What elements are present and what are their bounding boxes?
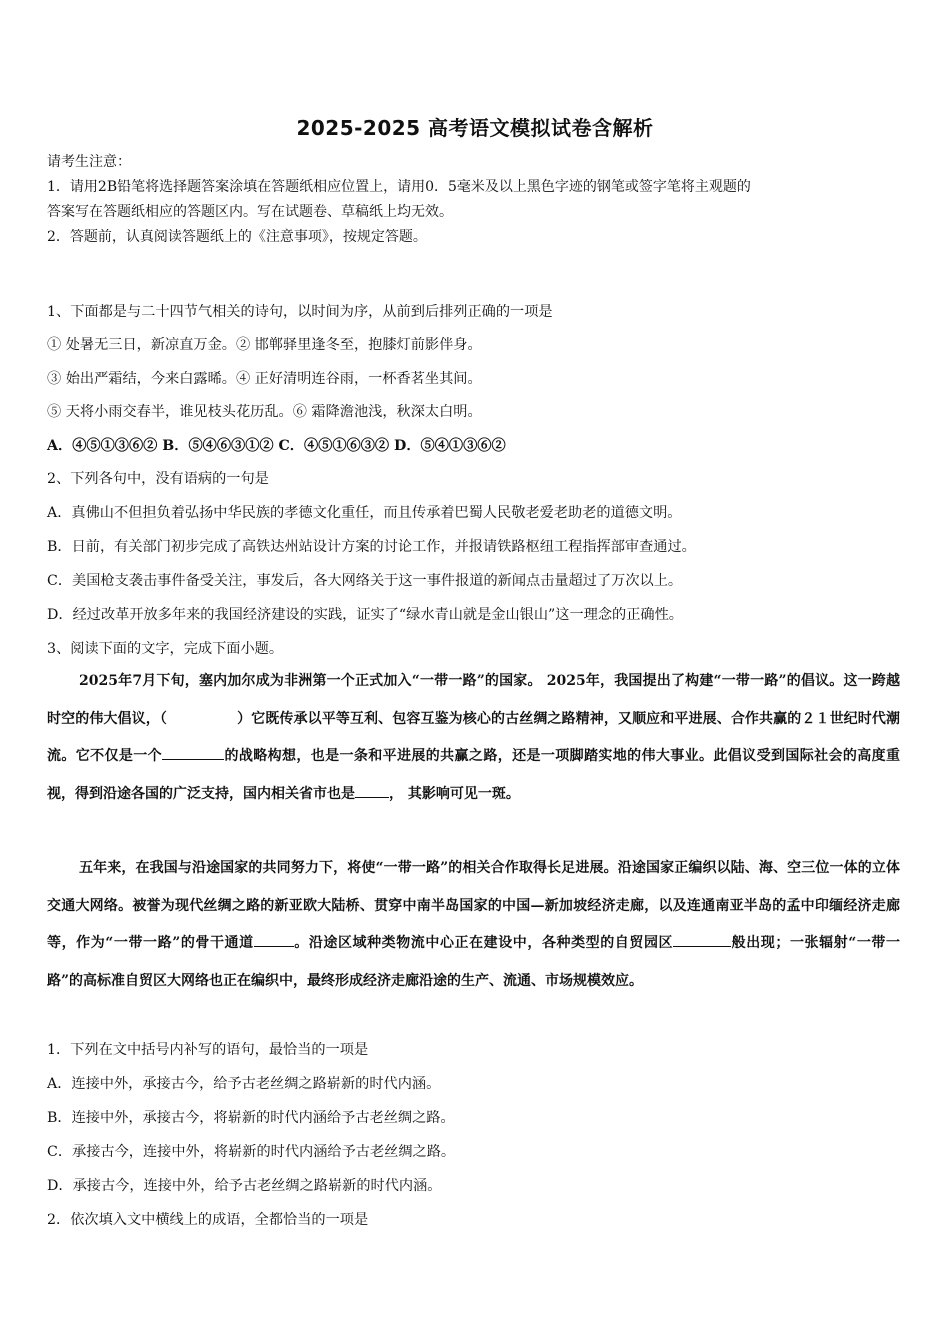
q2-option-b: B．日前，有关部门初步完成了高铁达州站设计方案的讨论工作，并报请铁路枢纽工程指挥部审查通过。 [47, 539, 696, 555]
page-title: 2025-2025 高考语文模拟试卷含解析 [296, 116, 654, 140]
q2-option-a: A．真佛山不但担负着弘扬中华民族的孝德文化重任，而且传承着巴蜀人民敬老爱老助老的道德文明。 [47, 505, 682, 521]
fill-blank [162, 745, 224, 760]
fill-blank [355, 783, 389, 798]
fill-blank [673, 932, 731, 947]
q3-sub1-stem: 1．下列在文中括号内补写的语句，最恰当的一项是 [47, 1042, 369, 1058]
q3-sub1-option-d: D．承接古今，连接中外，给予古老丝绸之路崭新的时代内涵。 [47, 1178, 442, 1194]
q3-sub1-option-c: C．承接古今，连接中外，将崭新的时代内涵给予古老丝绸之路。 [47, 1144, 456, 1160]
q3-sub1-option-a: A．连接中外，承接古今，给予古老丝绸之路崭新的时代内涵。 [47, 1076, 441, 1092]
notice-heading: 请考生注意： [47, 154, 131, 170]
notice-item-2: 2．答题前，认真阅读答题纸上的《注意事项》，按规定答题。 [47, 229, 427, 245]
notice-item-1a: 1．请用2B铅笔将选择题答案涂填在答题纸相应位置上，请用0．5毫米及以上黑色字迹的钢笔或签字笔将主观题的 [47, 179, 751, 195]
q3-stem: 3、阅读下面的文字，完成下面小题。 [47, 641, 284, 657]
q1-stem: 1、下面都是与二十四节气相关的诗句，以时间为序，从前到后排列正确的一项是 [47, 304, 553, 320]
q3-sub2-stem: 2．依次填入文中横线上的成语，全都恰当的一项是 [47, 1212, 369, 1228]
q2-option-d: D．经过改革开放多年来的我国经济建设的实践，证实了“绿水青山就是金山银山”这一理念的正确性。 [47, 607, 683, 623]
q1-poem-line-1: ① 处暑无三日，新凉直万金。② 邯郸驿里逢冬至，抱膝灯前影伴身。 [47, 337, 482, 353]
q1-options: A．④⑤①③⑥② B．⑤④⑥③①② C．④⑤①⑥③② D．⑤④①③⑥② [47, 438, 506, 454]
q3-sub1-option-b: B．连接中外，承接古今，将崭新的时代内涵给予古老丝绸之路。 [47, 1110, 455, 1126]
q2-stem: 2、下列各句中，没有语病的一句是 [47, 471, 269, 487]
fill-blank [254, 932, 294, 947]
q2-option-c: C．美国枪支袭击事件备受关注，事发后，各大网络关于这一事件报道的新闻点击量超过了万次以上。 [47, 573, 683, 589]
q3-passage-paragraph-2: 五年来，在我国与沿途国家的共同努力下，将使“一带一路”的相关合作取得长足进展。沿途国家正编织以陆、海、空三位一体的立体交通大网络。被誉为现代丝绸之路的新亚欧大陆桥、贯穿中南半岛国家的中国—新加坡经济走廊，以及连通南亚半岛的孟中印缅经济走廊等，作为“一带一路”的骨干通道 。沿途区域种类物流中心正在建设中，各种类型的自贸园区 般出现；一张辐射“一带一路”的高标准自贸区大网络也正在编织中，最终形成经济走廊沿途的生产、流通、市场规模效应。 [47, 860, 900, 989]
q1-poem-line-2: ③ 始出严霜结，今来白露晞。④ 正好清明连谷雨，一杯香茗坐其间。 [47, 371, 482, 387]
q3-passage-paragraph-1: 2025年7月下旬，塞内加尔成为非洲第一个正式加入“一带一路”的国家。 2025年，我国提出了构建“一带一路”的倡议。这一跨越时空的伟大倡议，（ ）它既传承以平等互利、包容互鉴为核心的古丝绸之路精神，又顺应和平进展、合作共赢的２１世纪时代潮流。它不仅是一个 的战略构想，也是一条和平进展的共赢之路，还是一项脚踏实地的伟大事业。此倡议受到国际社会的高度重视，得到沿途各国的广泛支持，国内相关省市也是 ， 其影响可见一斑。 [47, 673, 901, 802]
q1-poem-line-3: ⑤ 天将小雨交春半，谁见枝头花历乱。⑥ 霜降澹池浅，秋深太白明。 [47, 404, 482, 420]
notice-item-1b: 答案写在答题纸相应的答题区内。写在试题卷、草稿纸上均无效。 [47, 204, 453, 220]
